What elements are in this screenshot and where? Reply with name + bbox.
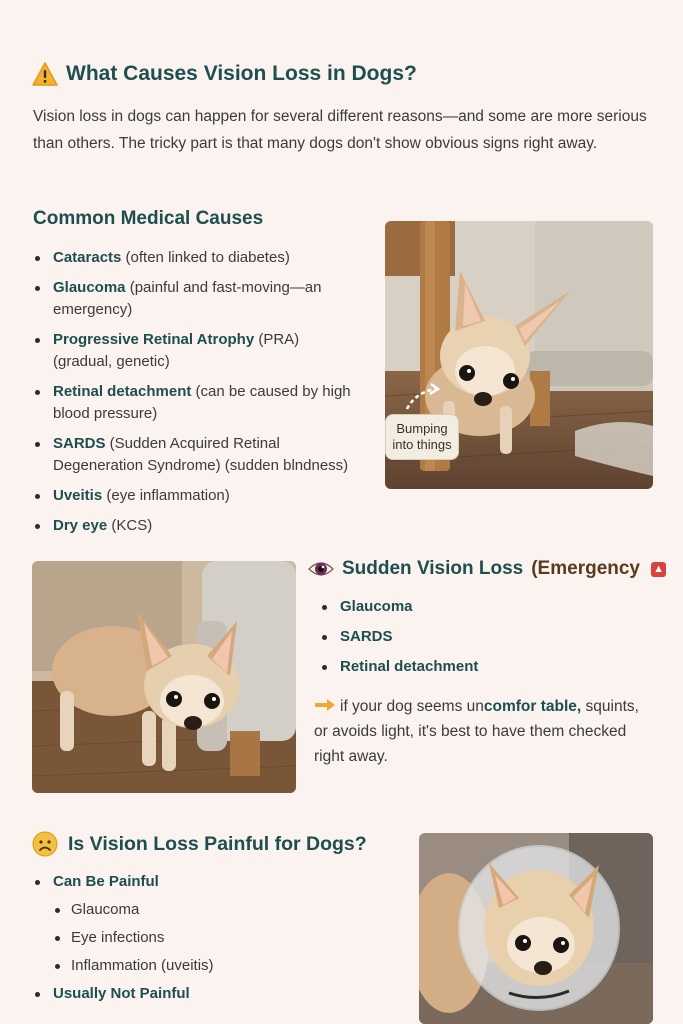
photo-dog-cone (419, 833, 653, 1024)
alert-icon: ▲ (651, 562, 666, 577)
sudden-heading (308, 558, 666, 580)
list-item: Progressive Retinal Atrophy (PRA) (gradual, genetic) (33, 329, 353, 373)
photo-label-bumping: Bumping into things (385, 414, 459, 460)
pain-heading (32, 831, 367, 857)
sudden-list (320, 596, 650, 686)
list-item: SARDS (Sudden Acquired Retinal Degeneration Syndrome) (sudden blndness) (33, 433, 353, 477)
pain-list (33, 871, 403, 1011)
intro-paragraph: Vision loss in dogs can happen for several different reasons—and some are more serious than others. The tricky part is that many dogs don't show obvious signs right away. (33, 108, 647, 152)
causes-heading: Common Medical Causes (33, 208, 264, 229)
list-item: Retinal detachment (can be caused by high blood pressure) (33, 381, 353, 425)
painful-sublist (53, 899, 403, 977)
list-item: Retinal detachment (320, 656, 650, 678)
list-item: Glaucoma (53, 899, 403, 921)
page-title (32, 62, 417, 86)
list-item: Can Be Painful Glaucoma Eye infections Inflammation (uveitis) (33, 871, 403, 977)
emergency-label: (Emergency (531, 558, 641, 579)
causes-list (33, 247, 353, 545)
list-item: Dry eye (KCS) (33, 515, 353, 537)
page-title-text: What Causes Vision Loss in Dogs? (66, 62, 417, 85)
list-item: Uveitis (eye inflammation) (33, 485, 353, 507)
list-item: SARDS (320, 626, 650, 648)
list-item: Usually Not Painful (33, 983, 403, 1005)
list-item: Inflammation (uveitis) (53, 955, 403, 977)
sad-face-icon (32, 831, 58, 857)
sudden-tip: if your dog seems uncomfor table, squints, or avoids light, it's best to have them checked right away. (314, 698, 639, 765)
photo-dog-sofa (32, 561, 296, 793)
list-item: Eye infections (53, 927, 403, 949)
sudden-heading-text: Sudden Vision Loss (342, 558, 524, 579)
pain-heading-text: Is Vision Loss Painful for Dogs? (68, 832, 367, 855)
warning-icon (32, 62, 58, 86)
arrow-right-icon (314, 698, 336, 712)
list-item: Glaucoma (painful and fast-moving—an emergency) (33, 277, 353, 321)
list-item: Cataracts (often linked to diabetes) (33, 247, 353, 269)
list-item: Glaucoma (320, 596, 650, 618)
eye-icon (308, 560, 334, 578)
